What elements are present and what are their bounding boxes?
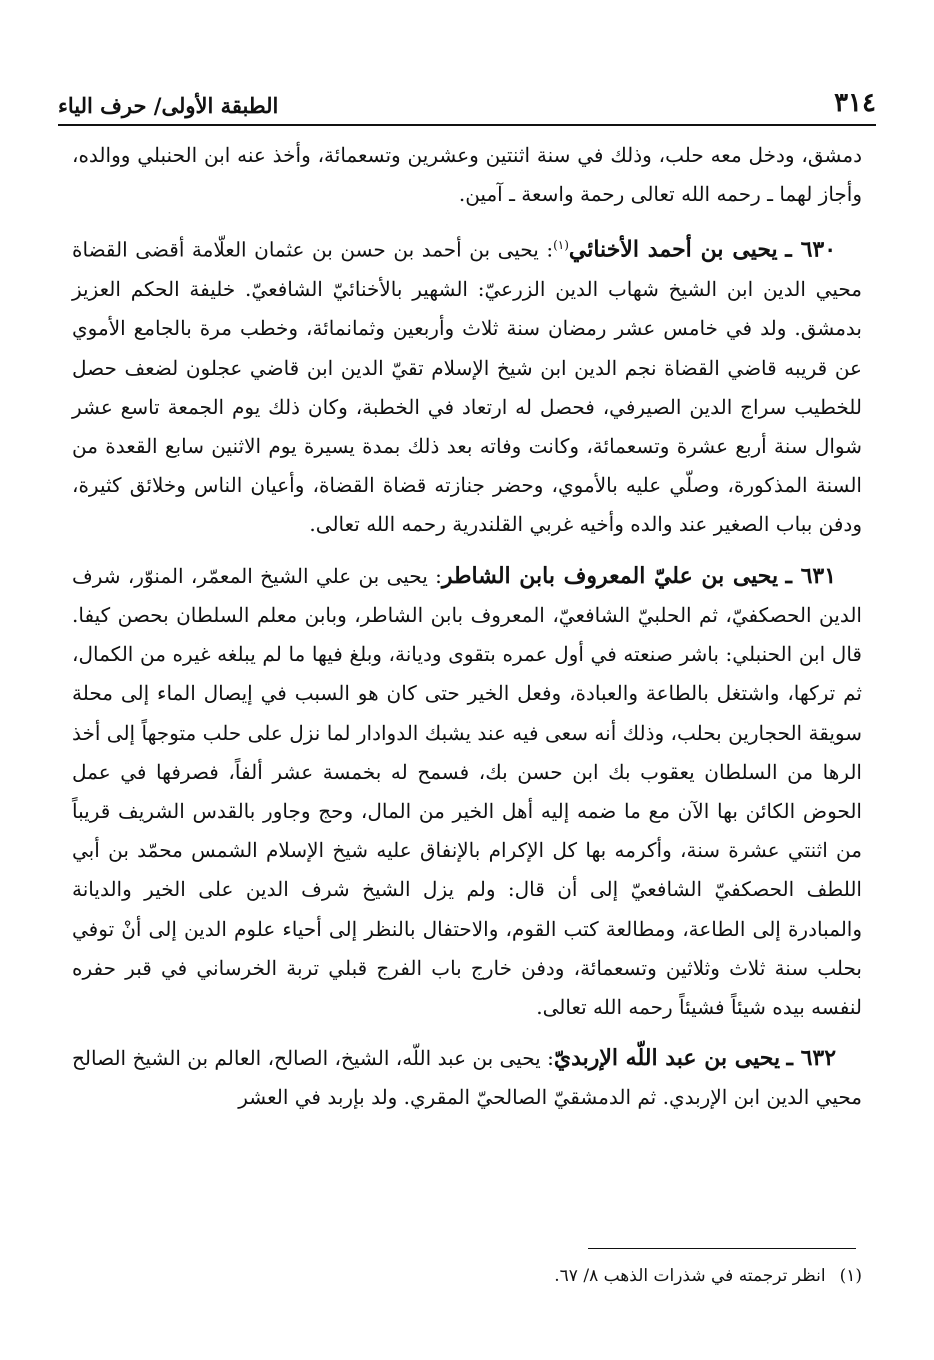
- entry-number: ٦٣٢ ـ: [786, 1045, 837, 1072]
- entry-632: [72, 1039, 862, 1117]
- footnote-rule: [588, 1248, 856, 1249]
- entry-number: ٦٣١ ـ: [785, 562, 837, 589]
- header-rule: [58, 124, 876, 126]
- footnote: [554, 1262, 862, 1290]
- entry-heading: يحيى بن عليّ المعروف بابن الشاطر: [441, 562, 779, 589]
- entry-630: [72, 226, 862, 544]
- entry-631: [72, 557, 862, 1027]
- entry-text: : يحيى بن عبد اللّه، الشيخ، الصالح، العالم بن الشيخ الصالح محيي الدين ابن الإربدي. ثم الدمشقيّ الصالحيّ المقري. ولد بإربد في العشر: [72, 1046, 862, 1110]
- body-text: [72, 136, 862, 1130]
- paragraph-continuation: [72, 136, 862, 214]
- entry-text: : يحيى بن أحمد بن حسن بن عثمان العلّامة أقضى القضاة محيي الدين ابن الشيخ شهاب الدين الزرعيّ: الشهير بالأخنائيّ الشافعيّ. خليفة الحكم العزيز بدمشق. ولد في خامس عشر رمضان سنة ثلاث وأربعين وثمانمائة، وخطب مرة بالجامع الأموي عن قريبه قاضي القضاة نجم الدين ابن شيخ الإسلام تقيّ الدين ابن قاضي عجلون لضعف حصل للخطيب سراج الدين الصيرفي، فحصل له ارتعاد في الخطبة، وكان ذلك يوم الجمعة تاسع عشر شوال سنة أربع عشرة وتسعمائة، وكانت وفاته بعد ذلك بمدة يسيرة يوم الاثنين سابع القعدة من السنة المذكورة، وصلّي عليه بالأموي، وحضر جنازته قضاة القضاة، وأعيان الناس وخلائق كثيرة، ودفن بباب الصغير عند والده وأخيه غربي القلندرية رحمه الله تعالى.: [72, 238, 862, 537]
- page-number: ٣١٤: [834, 88, 876, 118]
- entry-heading: يحيى بن عبد اللّه الإربديّ: [553, 1045, 781, 1072]
- footnote-reference: (١): [553, 238, 569, 253]
- footnote-text: انظر ترجمته في شذرات الذهب ٨/ ٦٧.: [554, 1266, 826, 1286]
- footnote-marker: (١): [839, 1266, 862, 1286]
- running-title: الطبقة الأولى/ حرف الياء: [58, 93, 279, 118]
- entry-text: : يحيى بن علي الشيخ المعمّر، المنوّر، شرف الدين الحصكفيّ، ثم الحلبيّ الشافعيّ، المعروف بابن الشاطر، وبابن معلم السلطان بحصن كيفا. قال ابن الحنبلي: باشر صنعته في أول عمره بتقوى وديانة، وبلغ فيها ما لم يبلغه غيره من الكمال، ثم تركها، واشتغل بالطاعة والعبادة، وفعل الخير حتى كان هو السبب في إيصال الماء إلى محلة سويقة الحجارين بحلب، وذلك أنه سعى فيه عند يشبك الدوادار لما نزل على حلب متوجهاً إلى أخذ الرها من السلطان يعقوب بك ابن حسن بك، فسمح له بخمسة عشر ألفاً، فصرفها في عمل الحوض الكائن بها الآن مع ما ضمه إليه أهل الخير من المال، وحج وجاور بالقدس الشريف قريباً من اثنتي عشرة سنة، وأكرمه بها كل الإكرام بالإنفاق عليه شيخ الإسلام الشمس محمّد بن أبي اللطف الحصكفيّ الشافعيّ إلى أن قال: ولم يزل الشيخ شرف الدين على الخير والديانة والمبادرة إلى الطاعة، ومطالعة كتب القوم، والاحتفال بالنظر إلى أحياء علوم الدين إلى أنْ توفي بحلب سنة ثلاث وثلاثين وتسعمائة، ودفن خارج باب الفرج قبلي تربة الخرساني في قبر حفره لنفسه بيده شيئاً فشيئاً رحمه الله تعالى.: [72, 563, 862, 1019]
- paragraph-text: دمشق، ودخل معه حلب، وذلك في سنة اثنتين وعشرين وتسعمائة، وأخذ عنه ابن الحنبلي ووالده، وأجاز لهما ـ رحمه الله تعالى رحمة واسعة ـ آمين.: [72, 143, 862, 207]
- page-header: [58, 78, 876, 118]
- entry-heading: يحيى بن أحمد الأخنائي: [568, 237, 778, 264]
- entry-number: ٦٣٠ ـ: [785, 237, 837, 264]
